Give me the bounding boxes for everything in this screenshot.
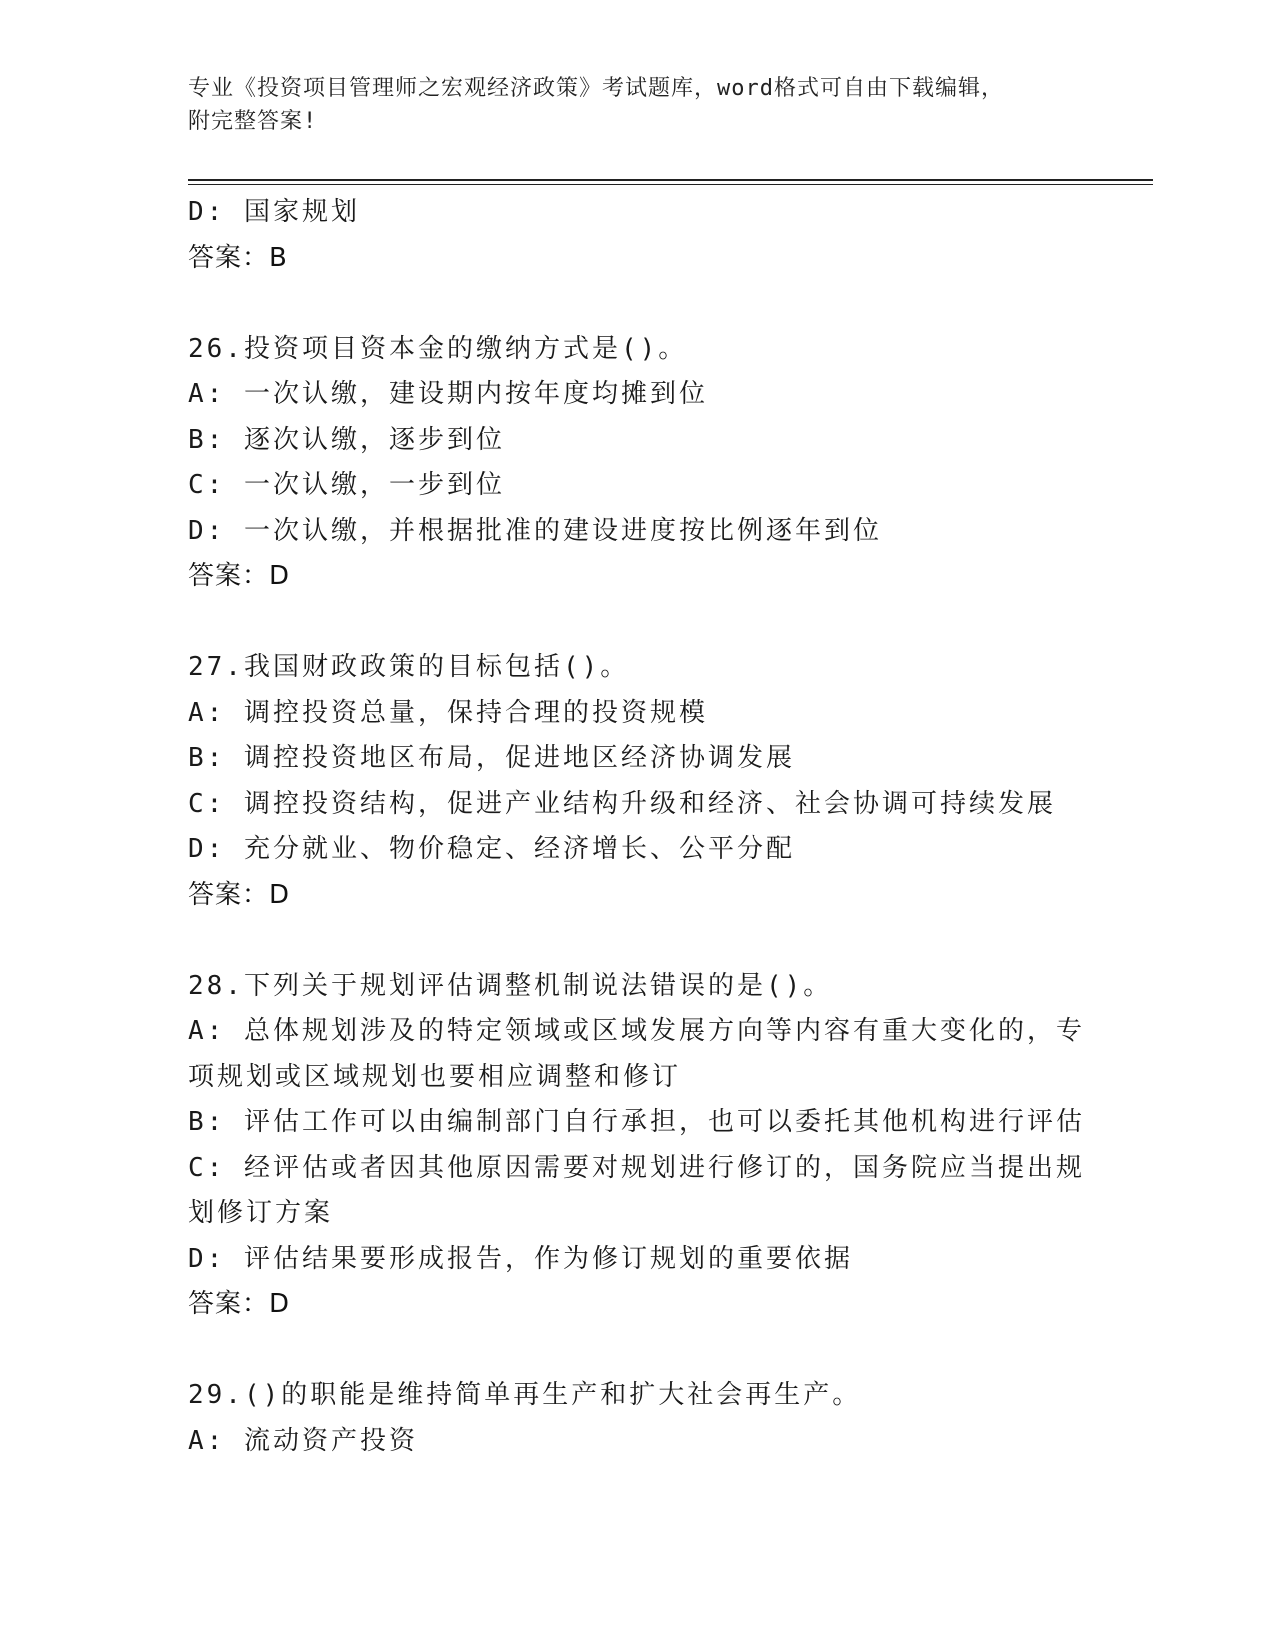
question-27 (188, 645, 1088, 918)
option-c: C: 调控投资结构，促进产业结构升级和经济、社会协调可持续发展 (188, 788, 1056, 819)
question-stem: 26.投资项目资本金的缴纳方式是()。 (188, 333, 688, 364)
option-d: D: 充分就业、物价稳定、经济增长、公平分配 (188, 834, 795, 864)
option-d: D: 一次认缴，并根据批准的建设进度按比例逐年到位 (188, 515, 882, 546)
prev-answer: 答案：B (188, 242, 288, 273)
option-b: B: 调控投资地区布局，促进地区经济协调发展 (188, 743, 795, 773)
document-header (188, 72, 1088, 138)
option-c: C: 经评估或者因其他原因需要对规划进行修订的，国务院应当提出规 (188, 1152, 1085, 1183)
question-26 (188, 327, 1088, 600)
header-line-1: 专业《投资项目管理师之宏观经济政策》考试题库，word格式可自由下载编辑， (188, 76, 1004, 101)
option-a: A: 调控投资总量，保持合理的投资规模 (188, 697, 708, 728)
option-b: B: 逐次认缴，逐步到位 (188, 424, 505, 455)
option-d: D: 评估结果要形成报告，作为修订规划的重要依据 (188, 1243, 853, 1274)
spacer (188, 918, 1088, 964)
option-a: A: 一次认缴，建设期内按年度均摊到位 (188, 379, 708, 409)
question-29 (188, 1373, 1088, 1464)
answer: 答案：D (188, 879, 291, 910)
prev-option-d: D: 国家规划 (188, 197, 360, 227)
answer: 答案：D (188, 1289, 291, 1319)
option-a: A: 流动资产投资 (188, 1425, 418, 1456)
question-stem: 27.我国财政政策的目标包括()。 (188, 652, 630, 682)
header-divider-thin (188, 184, 1153, 185)
header-divider-thick (188, 179, 1153, 181)
question-stem: 29.()的职能是维持简单再生产和扩大社会再生产。 (188, 1380, 862, 1410)
question-28 (188, 964, 1088, 1328)
question-stem: 28.下列关于规划评估调整机制说法错误的是()。 (188, 970, 833, 1001)
header-line-2: 附完整答案! (188, 109, 318, 134)
option-c-continued: 划修订方案 (188, 1198, 334, 1228)
answer: 答案：D (188, 561, 291, 591)
spacer (188, 1328, 1088, 1374)
option-b: B: 评估工作可以由编制部门自行承担，也可以委托其他机构进行评估 (188, 1107, 1085, 1137)
option-a-continued: 项规划或区域规划也要相应调整和修订 (188, 1061, 682, 1092)
question-content (188, 190, 1088, 1464)
spacer (188, 281, 1088, 327)
option-c: C: 一次认缴，一步到位 (188, 470, 505, 500)
spacer (188, 600, 1088, 646)
option-a: A: 总体规划涉及的特定领域或区域发展方向等内容有重大变化的，专 (188, 1016, 1085, 1046)
